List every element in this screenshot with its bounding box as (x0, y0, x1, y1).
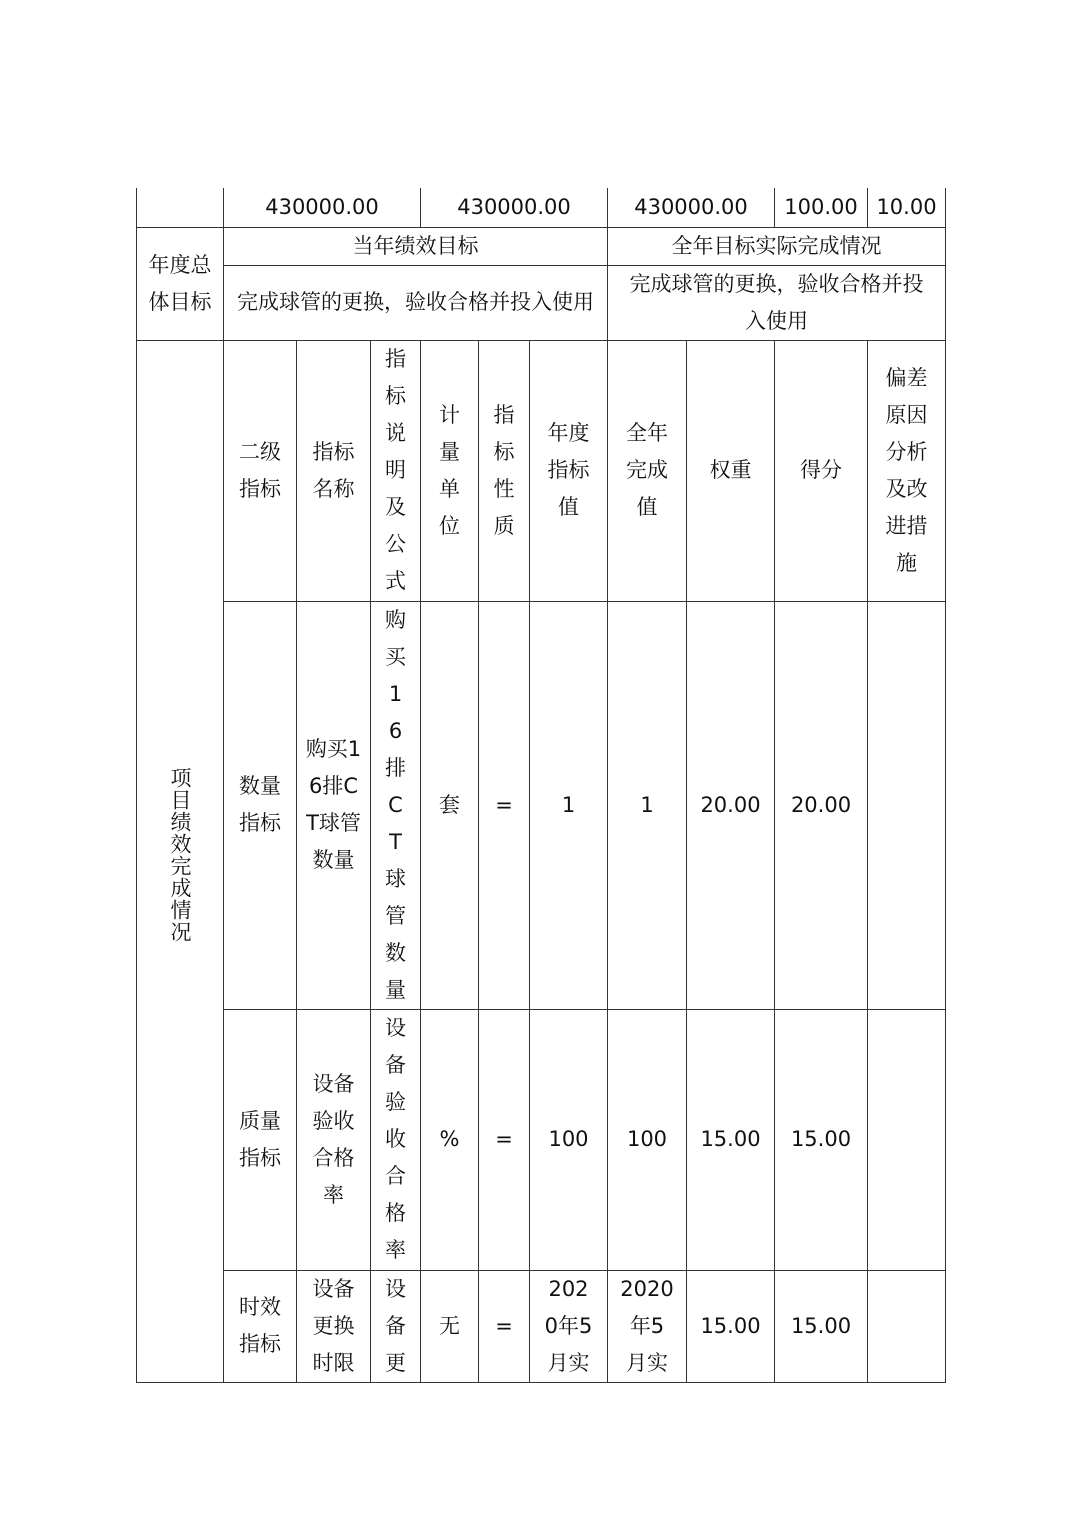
indicator-header-row (137, 340, 946, 601)
row-level2: 质量指标 (224, 1009, 297, 1270)
row-name-cell (297, 1270, 371, 1382)
row-level2: 数量指标 (224, 601, 297, 1009)
performance-table (136, 188, 946, 1383)
budget-value-3: 430000.00 (608, 188, 775, 227)
row-desc: 购买16排CT球管数量 (371, 601, 421, 1009)
row-name: 设备更换时限 (312, 1276, 355, 1375)
budget-value-1: 430000.00 (224, 188, 421, 227)
header-weight: 权重 (687, 340, 775, 601)
header-desc: 指标说明及公式 (371, 340, 421, 601)
budget-row (137, 188, 946, 227)
row-desc-cell (371, 1270, 421, 1382)
target-text: 完成球管的更换，验收合格并投入使用 (224, 265, 608, 340)
row-unit: 无 (421, 1270, 479, 1382)
header-score: 得分 (775, 340, 868, 601)
row-actual-value-cell (608, 1270, 687, 1382)
row-score: 15.00 (775, 1009, 868, 1270)
row-nature: = (479, 1270, 530, 1382)
header-unit: 计量单位 (421, 340, 479, 601)
row-annual-value: 1 (530, 601, 608, 1009)
budget-value-4: 100.00 (775, 188, 868, 227)
table-row (137, 601, 946, 1009)
row-actual-value: 2020年5月实 (620, 1276, 674, 1375)
row-annual-value: 2020年5月实 (544, 1276, 593, 1375)
row-actual-value: 1 (608, 601, 687, 1009)
actual-header: 全年目标实际完成情况 (608, 227, 946, 265)
table-row (137, 1009, 946, 1270)
header-nature: 指标性质 (479, 340, 530, 601)
actual-text: 完成球管的更换，验收合格并投入使用 (608, 265, 946, 340)
header-level2: 二级指标 (224, 340, 297, 601)
row-deviation (868, 601, 946, 1009)
header-name: 指标名称 (297, 340, 371, 601)
target-header: 当年绩效目标 (224, 227, 608, 265)
row-desc: 设备更 (385, 1276, 406, 1375)
row-weight: 15.00 (687, 1009, 775, 1270)
row-weight: 15.00 (687, 1270, 775, 1382)
row-score: 20.00 (775, 601, 868, 1009)
header-annual-value: 年度指标值 (530, 340, 608, 601)
row-nature: = (479, 601, 530, 1009)
row-unit: 套 (421, 601, 479, 1009)
row-nature: = (479, 1009, 530, 1270)
row-annual-value: 100 (530, 1009, 608, 1270)
budget-row-label-cell (137, 188, 224, 227)
row-annual-value-cell (530, 1270, 608, 1382)
annual-goal-label: 年度总体目标 (137, 227, 224, 340)
budget-value-5: 10.00 (868, 188, 946, 227)
row-deviation (868, 1270, 946, 1382)
header-deviation: 偏差原因分析及改进措施 (868, 340, 946, 601)
row-deviation (868, 1009, 946, 1270)
section-label-cell (137, 340, 224, 1382)
header-actual-value: 全年完成值 (608, 340, 687, 601)
row-level2: 时效指标 (224, 1270, 297, 1382)
row-score: 15.00 (775, 1270, 868, 1382)
row-name: 设备验收合格率 (297, 1009, 371, 1270)
table-row (137, 1270, 946, 1382)
row-desc: 设备验收合格率 (371, 1009, 421, 1270)
row-name: 购买16排CT球管数量 (297, 601, 371, 1009)
budget-value-2: 430000.00 (421, 188, 608, 227)
row-weight: 20.00 (687, 601, 775, 1009)
row-actual-value: 100 (608, 1009, 687, 1270)
section-label: 项目绩效完成情况 (168, 767, 192, 943)
row-unit: % (421, 1009, 479, 1270)
